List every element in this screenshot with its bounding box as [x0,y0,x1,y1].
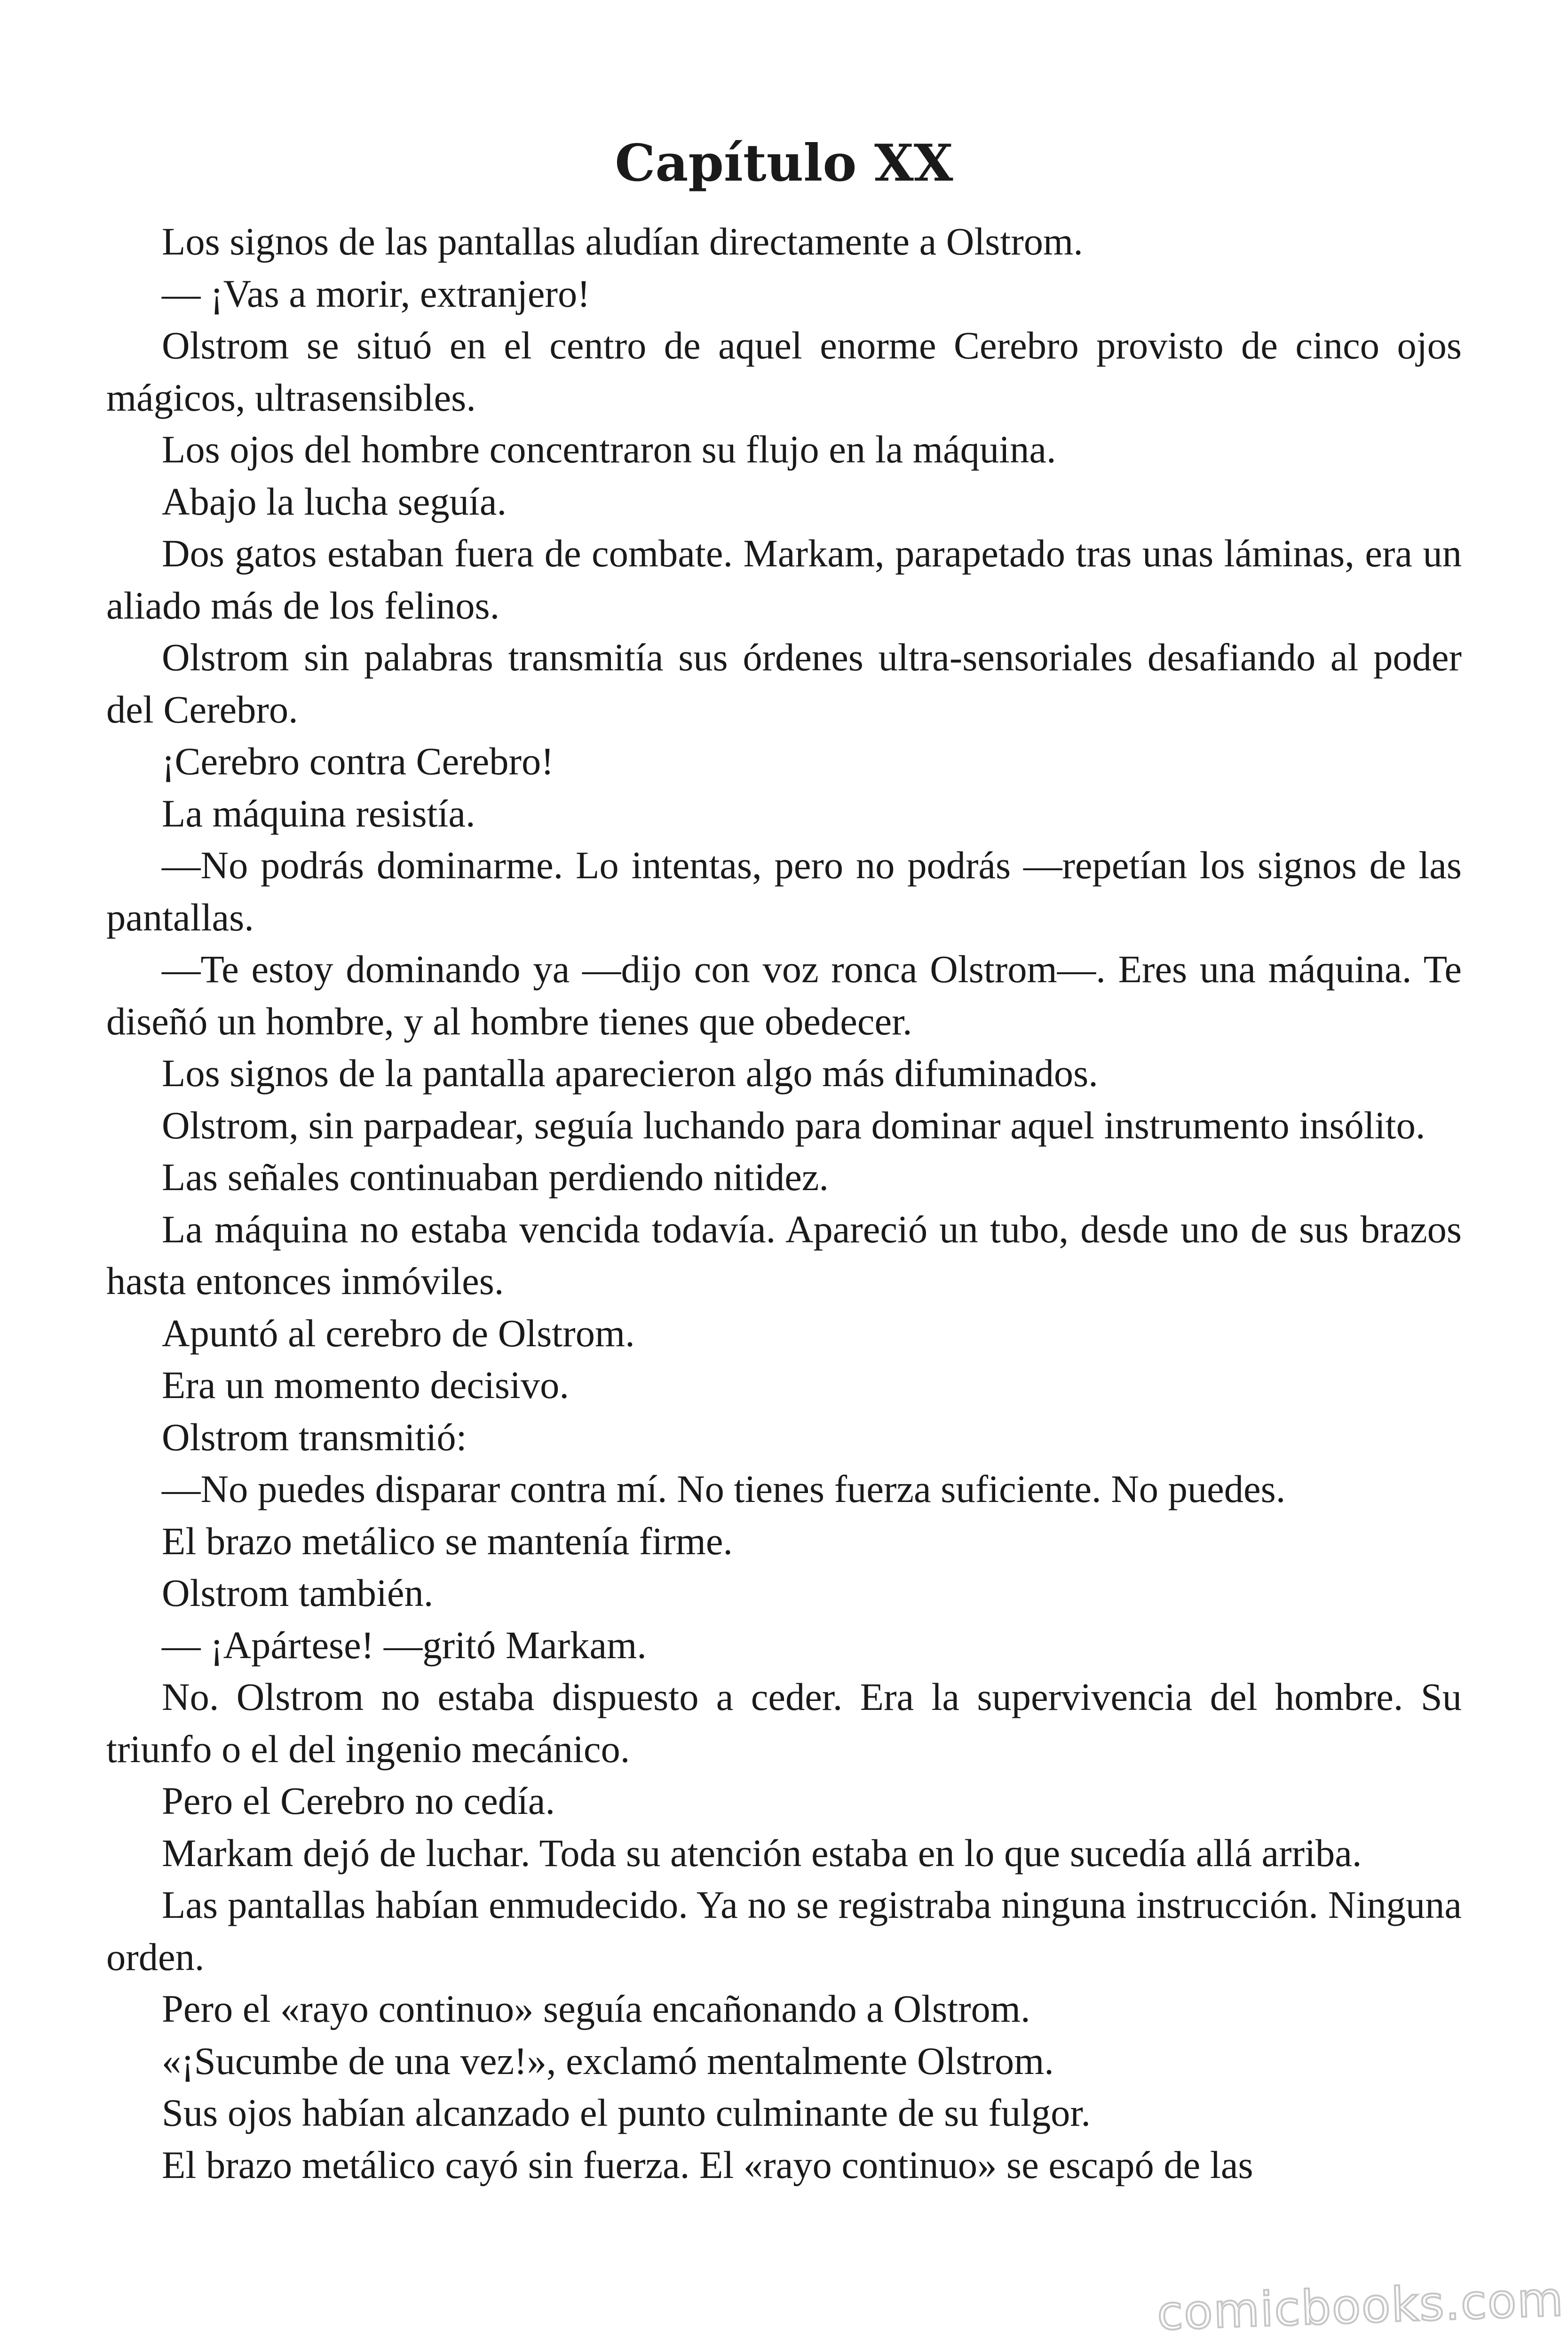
paragraph: Pero el Cerebro no cedía. [162,1779,555,1822]
paragraph: Los signos de la pantalla aparecieron algo más difuminados. [162,1051,1098,1095]
paragraph: El brazo metálico se mantenía firme. [162,1519,733,1563]
paragraph: Olstrom también. [162,1571,434,1614]
paragraph: «¡Sucumbe de una vez!», exclamó mentalmente Olstrom. [162,2039,1054,2082]
paragraph: Dos gatos estaban fuera de combate. Markam, parapetado tras unas láminas, era un aliado más de los felinos. [106,532,1462,627]
paragraph: Las señales continuaban perdiendo nitidez. [162,1155,829,1199]
paragraph: Sus ojos habían alcanzado el punto culminante de su fulgor. [162,2091,1091,2134]
chapter-title: Capítulo XX [615,134,953,193]
paragraph: El brazo metálico cayó sin fuerza. El «rayo continuo» se escapó de las [162,2143,1253,2186]
paragraph: No. Olstrom no estaba dispuesto a ceder. Era la supervivencia del hombre. Su triunfo o el del ingenio mecánico. [106,1675,1462,1771]
paragraph: — ¡Apártese! —gritó Markam. [162,1623,647,1667]
paragraph: Abajo la lucha seguía. [162,479,507,523]
paragraph: Pero el «rayo continuo» seguía encañonando a Olstrom. [162,1987,1030,2030]
paragraph: Los ojos del hombre concentraron su flujo en la máquina. [162,428,1056,471]
paragraph: ¡Cerebro contra Cerebro! [162,739,554,783]
paragraph: Markam dejó de luchar. Toda su atención estaba en lo que sucedía allá arriba. [162,1831,1362,1875]
paragraph: —Te estoy dominando ya —dijo con voz ronca Olstrom—. Eres una máquina. Te diseñó un hombre, y al hombre tienes que obedecer. [106,947,1462,1043]
paragraph: La máquina no estaba vencida todavía. Apareció un tubo, desde uno de sus brazos hasta entonces inmóviles. [106,1207,1462,1303]
paragraph: —No podrás dominarme. Lo intentas, pero no podrás —repetían los signos de las pantallas. [106,843,1462,939]
paragraph: La máquina resistía. [162,791,475,835]
paragraph: Los signos de las pantallas aludían directamente a Olstrom. [162,220,1083,263]
watermark-logo: comicbooks.com [1156,2271,1565,2341]
paragraph: Olstrom se situó en el centro de aquel enorme Cerebro provisto de cinco ojos mágicos, ultrasensibles. [106,324,1462,419]
paragraph: — ¡Vas a morir, extranjero! [162,271,590,315]
paragraph: Olstrom, sin parpadear, seguía luchando para dominar aquel instrumento insólito. [162,1103,1425,1147]
paragraph: Olstrom sin palabras transmitía sus órdenes ultra-sensoriales desafiando al poder del Cerebro. [106,636,1462,731]
paragraph: —No puedes disparar contra mí. No tienes fuerza suficiente. No puedes. [162,1467,1286,1510]
paragraph: Olstrom transmitió: [162,1415,467,1459]
paragraph: Las pantallas habían enmudecido. Ya no se registraba ninguna instrucción. Ninguna orden. [106,1883,1462,1979]
chapter-body [106,215,1462,2191]
paragraph: Era un momento decisivo. [162,1363,570,1406]
paragraph: Apuntó al cerebro de Olstrom. [162,1311,635,1355]
